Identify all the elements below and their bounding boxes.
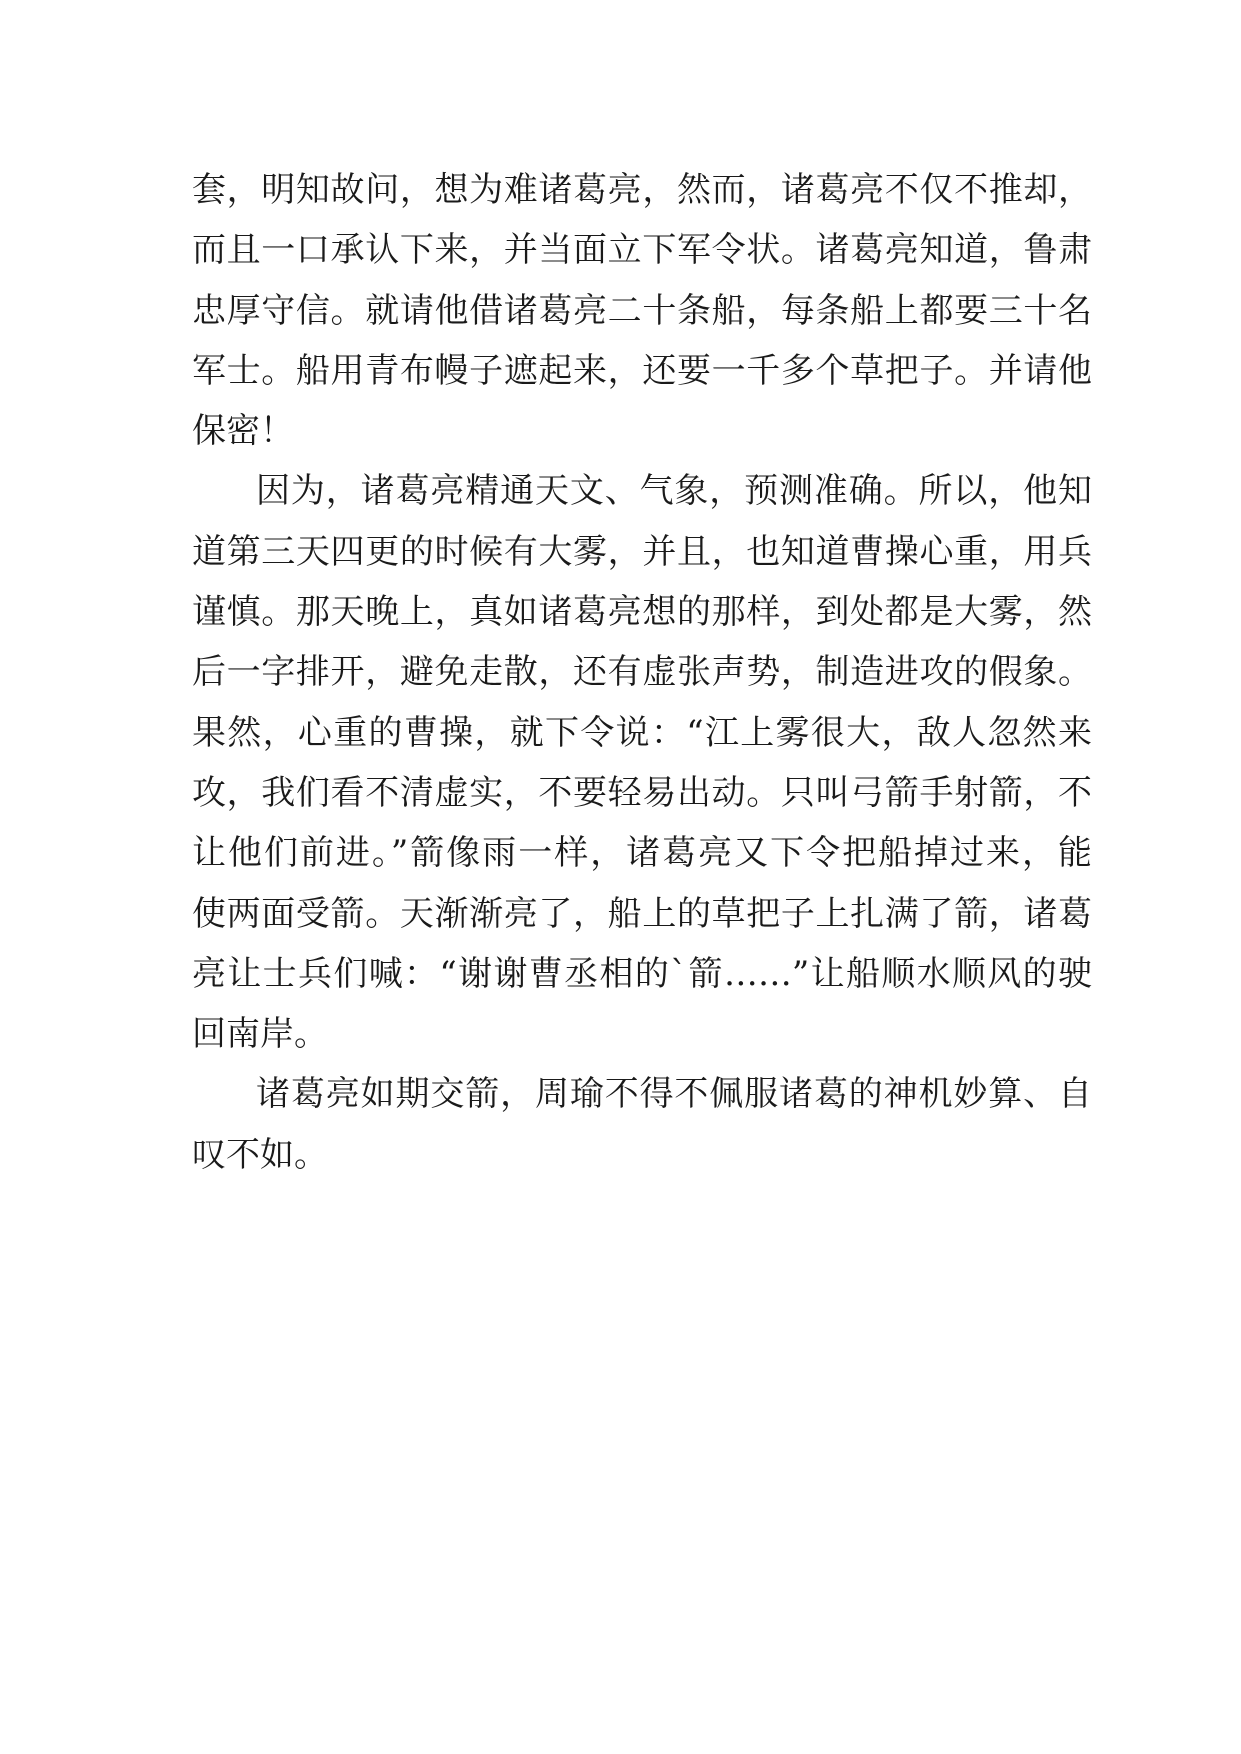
text-line: 因为，诸葛亮精通天文、气象，预测准确。所以，他知	[256, 471, 1092, 512]
text-line: 军士。船用青布幔子遮起来，还要一千多个草把子。并请他	[192, 350, 1092, 391]
text-line: 保密！	[192, 411, 294, 452]
text-line: 叹不如。	[192, 1134, 328, 1175]
text-line: 后一字排开，避免走散，还有虚张声势，制造进攻的假象。	[192, 652, 1092, 693]
paragraph	[192, 160, 1092, 461]
paragraph	[192, 1064, 1092, 1185]
text-line: 道第三天四更的时候有大雾，并且，也知道曹操心重，用兵	[192, 531, 1092, 572]
text-line: 诸葛亮如期交箭，周瑜不得不佩服诸葛的神机妙算、自	[256, 1074, 1092, 1115]
text-line: 果然，心重的曹操，就下令说：“江上雾很大，敌人忽然来	[192, 712, 1092, 753]
paragraph	[192, 461, 1092, 1064]
text-line: 套，明知故问，想为难诸葛亮，然而，诸葛亮不仅不推却，	[192, 170, 1092, 210]
text-line: 攻，我们看不清虚实，不要轻易出动。只叫弓箭手射箭，不	[192, 772, 1092, 813]
text-line: 而且一口承认下来，并当面立下军令状。诸葛亮知道，鲁肃	[192, 230, 1092, 271]
body-text	[192, 160, 1092, 1185]
text-line: 亮让士兵们喊：“谢谢曹丞相的`箭……”让船顺水顺风的驶	[192, 953, 1092, 994]
text-line: 使两面受箭。天渐渐亮了，船上的草把子上扎满了箭，诸葛	[192, 893, 1092, 934]
text-line: 让他们前进。”箭像雨一样，诸葛亮又下令把船掉过来，能	[192, 833, 1092, 874]
text-line: 谨慎。那天晚上，真如诸葛亮想的那样，到处都是大雾，然	[192, 592, 1092, 633]
text-line: 忠厚守信。就请他借诸葛亮二十条船，每条船上都要三十名	[192, 290, 1092, 331]
text-line: 回南岸。	[192, 1014, 328, 1055]
